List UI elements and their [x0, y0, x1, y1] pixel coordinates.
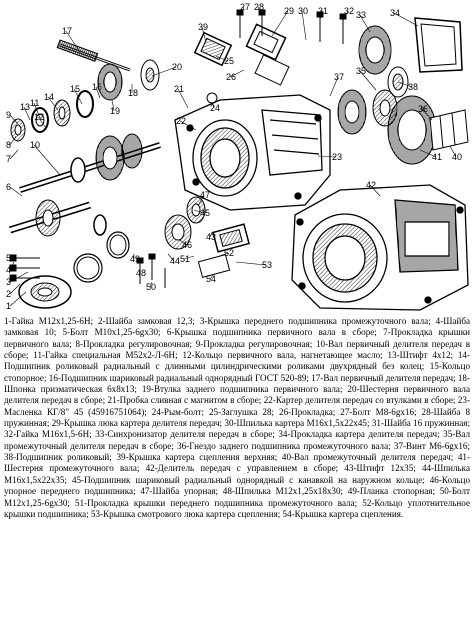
- callout-number: 36: [418, 104, 429, 114]
- callout-number: 1: [6, 301, 12, 311]
- callout-number: 8: [6, 140, 12, 150]
- clutch-cover-parts: [137, 197, 249, 288]
- callout-number: 6: [6, 182, 12, 192]
- callout-number: 40: [452, 152, 463, 162]
- callout-number: 32: [344, 6, 355, 16]
- callout-number: 30: [298, 6, 309, 16]
- callout-number: 13: [20, 102, 31, 112]
- exploded-view-drawing: [0, 0, 474, 312]
- callout-number: 23: [332, 152, 343, 162]
- callout-number: 14: [44, 92, 55, 102]
- callout-number: 7: [6, 154, 12, 164]
- callout-number: 3: [6, 277, 12, 287]
- callout-number: 37: [334, 72, 345, 82]
- splitter-housing: [175, 95, 330, 210]
- callout-number: 42: [366, 180, 377, 190]
- callout-number: 19: [110, 106, 121, 116]
- callout-number: 48: [136, 268, 147, 278]
- callout-number: 34: [390, 8, 401, 18]
- callout-number: 41: [432, 152, 443, 162]
- callout-number: 10: [30, 140, 41, 150]
- callout-number: 12: [34, 112, 45, 122]
- callout-number: 31: [318, 6, 329, 16]
- callout-number: 17: [62, 26, 73, 36]
- callout-number: 26: [226, 72, 237, 82]
- callout-number: 43: [206, 232, 217, 242]
- callout-number: 24: [210, 103, 221, 113]
- exploded-view-figure: [0, 0, 474, 312]
- callout-number: 29: [284, 6, 295, 16]
- callout-number: 54: [206, 274, 217, 284]
- callout-number: 35: [356, 66, 367, 76]
- callout-number: 45: [200, 208, 211, 218]
- callout-leader: [10, 150, 18, 159]
- callout-number: 52: [224, 248, 235, 258]
- callout-number: 2: [6, 289, 12, 299]
- callout-number: 16: [92, 82, 103, 92]
- callout-number: 27: [240, 2, 251, 12]
- callout-number: 21: [174, 84, 185, 94]
- callout-number: 9: [6, 110, 12, 120]
- callout-number: 11: [30, 98, 40, 108]
- callout-number: 5: [6, 253, 12, 263]
- parts-legend: 1-Гайка М12x1,25-6H; 2-Шайба замковая 12,3; 3-Крышка переднего подшипника промежуточного вала; 4-Шайба замковая 10; 5-Болт М10x1,25-6gx30; 6-Крышка подшипника первичного вала в сборе; 7-Прокладка крышки первичного вала; 8-Прокладка регулировочная; 9-Прокладка регулировочная; 10-Вал первичный делителя передач в сборе; 11-Гайка специальная М52x2-Л-6H; 12-Кольцо первичного вала, нагнетающее масло; 13-Штифт 4x12; 14-Подшипник роликовый радиальный с длинными цилиндрическими роликами двухрядный без колец; 15-Кольцо стопорное; 16-Подшипник шариковый радиальный однорядный ГОСТ 520-89; 17-Вал первичный делителя передач; 18-Шпонка призматическая 6x8x13; 19-Втулка заднего подшипника первичного вала; 20-Шестерня первичного вала делителя передач в сборе; 21-Пробка сливная с магнитом в сборе; 22-Картер делителя передач со втулками в сборе; 23-Масленка КГ/8" 45 (45916751064); 24-Рым-болт; 25-Заглушка 28; 26-Прокладка; 27-Болт М8-6gx16; 28-Шайба 8 пружинная; 29-Крышка люка картера делителя передач; 30-Шпилька картера М16x1,5x22x45; 31-Шайба 16 пружинная; 32-Гайка М16x1,5-6H; 33-Синхронизатор делителя передач в сборе; 34-Прокладка картера делителя передач; 35-Вал промежуточный делителя передач в сборе; 36-Гнездо заднего подшипника промежуточного вала; 37-Винт М6-6gx16; 38-Подшипник роликовый; 39-Крышка картера сцепления верхняя; 40-Вал промежуточный делителя передач; 41-Шестерня промежуточного вала; 42-Делитель передач с управлением в сборе; 43-Штифт 12x35; 44-Шпилька М16x1,5x22x35; 45-Подшипник шариковый радиальный однорядный с канавкой на наружном кольце; 46-Кольцо упорное переднего подшипника; 47-Шайба упорная; 48-Шпилька М12x1,25x18x30; 49-Планка стопорная; 50-Болт М12x1,25-6gx30; 51-Прокладка крышки переднего подшипника промежуточного вала; 52-Кольцо уплотнительное крышки подшипника; 53-Крышка смотрового люка картера сцепления; 54-Крышка картера сцепления.: [4, 316, 470, 519]
- callout-number: 4: [6, 265, 12, 275]
- callout-number: 25: [224, 56, 235, 66]
- callout-number: 50: [146, 282, 157, 292]
- callout-number: 39: [198, 22, 209, 32]
- callout-number: 18: [128, 88, 139, 98]
- callout-number: 46: [182, 240, 193, 250]
- callout-number: 53: [262, 260, 273, 270]
- callout-number: 33: [356, 10, 367, 20]
- callout-number: 38: [408, 82, 419, 92]
- callout-number: 28: [254, 2, 265, 12]
- callout-number: 49: [130, 254, 141, 264]
- callout-number: 44: [170, 256, 181, 266]
- callout-number: 47: [200, 190, 211, 200]
- countershaft-parts: [338, 18, 468, 164]
- callout-number: 20: [172, 62, 183, 72]
- callout-number: 15: [70, 84, 81, 94]
- splitter-assembly: [292, 185, 468, 310]
- callout-number: 22: [176, 116, 187, 126]
- callout-number: 51: [180, 254, 191, 264]
